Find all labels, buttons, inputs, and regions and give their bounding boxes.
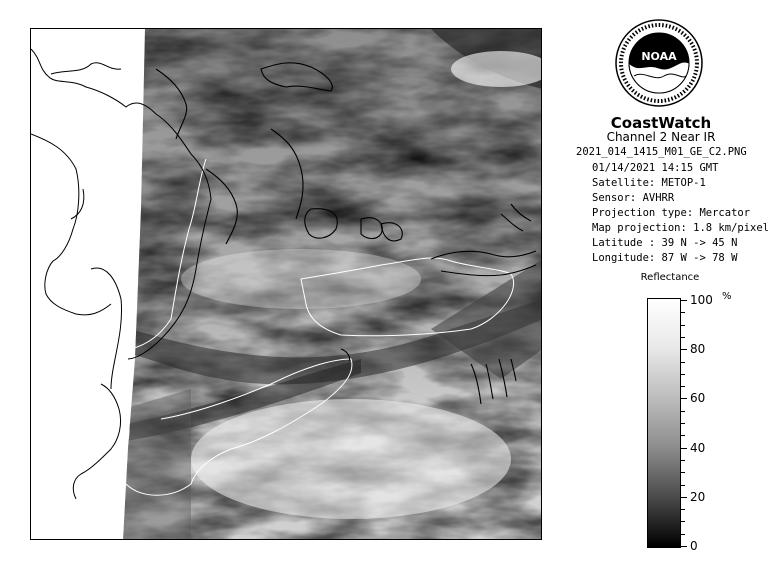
colorbar-minor-tick [681,337,685,338]
colorbar-minor-tick [681,423,685,424]
datetime: 01/14/2021 14:15 GMT [592,162,719,174]
filename: 2021_014_1415_M01_GE_C2.PNG [576,146,747,158]
colorbar-tick-label: 80 [690,342,706,357]
illinois-line [91,268,122,389]
colorbar-minor-tick [681,374,685,375]
colorbar-major-tick [681,546,687,547]
satellite-image [30,28,542,540]
longitude-range: Longitude: 87 W -> 78 W [592,252,738,264]
colorbar-minor-tick [681,485,685,486]
colorbar-minor-tick [681,521,685,522]
latitude-range: Latitude : 39 N -> 45 N [592,237,738,249]
channel-label: Channel 2 Near IR [606,130,716,144]
colorbar-minor-tick [681,411,685,412]
colorbar-minor-tick [681,460,685,461]
colorbar-tick-label: 0 [690,539,698,553]
colorbar-minor-tick [681,325,685,326]
upper-peninsula [51,63,121,74]
logo-text: NOAA [641,50,677,63]
projection-type: Projection type: Mercator [592,207,751,219]
satellite-map [31,29,542,540]
indiana-line [73,384,120,499]
colorbar-major-tick [681,349,687,350]
map-projection: Map projection: 1.8 km/pixel [592,222,770,234]
boundary-sw [91,416,129,449]
noaa-logo [614,18,704,108]
dark-sw [123,389,191,540]
colorbar-tick-label: 20 [690,489,706,504]
scale-title: Reflectance [640,272,700,283]
colorbar-tick-label: 40 [690,440,706,455]
colorbar-tick-label: 100 [690,293,713,307]
door-peninsula [71,189,84,219]
colorbar-minor-tick [681,312,685,313]
colorbar-minor-tick [681,534,685,535]
colorbar-minor-tick [681,435,685,436]
sensor: Sensor: AVHRR [592,192,675,204]
colorbar-minor-tick [681,362,685,363]
colorbar-major-tick [681,300,687,301]
image-swath [31,29,542,540]
satellite: Satellite: METOP-1 [592,177,706,189]
brand-title: CoastWatch [610,114,712,132]
bright-cloud [191,399,511,519]
colorbar-major-tick [681,398,687,399]
colorbar [647,298,681,548]
colorbar-minor-tick [681,472,685,473]
colorbar-minor-tick [681,509,685,510]
colorbar-major-tick [681,497,687,498]
colorbar-minor-tick [681,386,685,387]
wisconsin-shore [31,134,111,315]
scale-unit: % [722,291,732,302]
colorbar-major-tick [681,448,687,449]
colorbar-tick-label: 60 [690,391,706,406]
